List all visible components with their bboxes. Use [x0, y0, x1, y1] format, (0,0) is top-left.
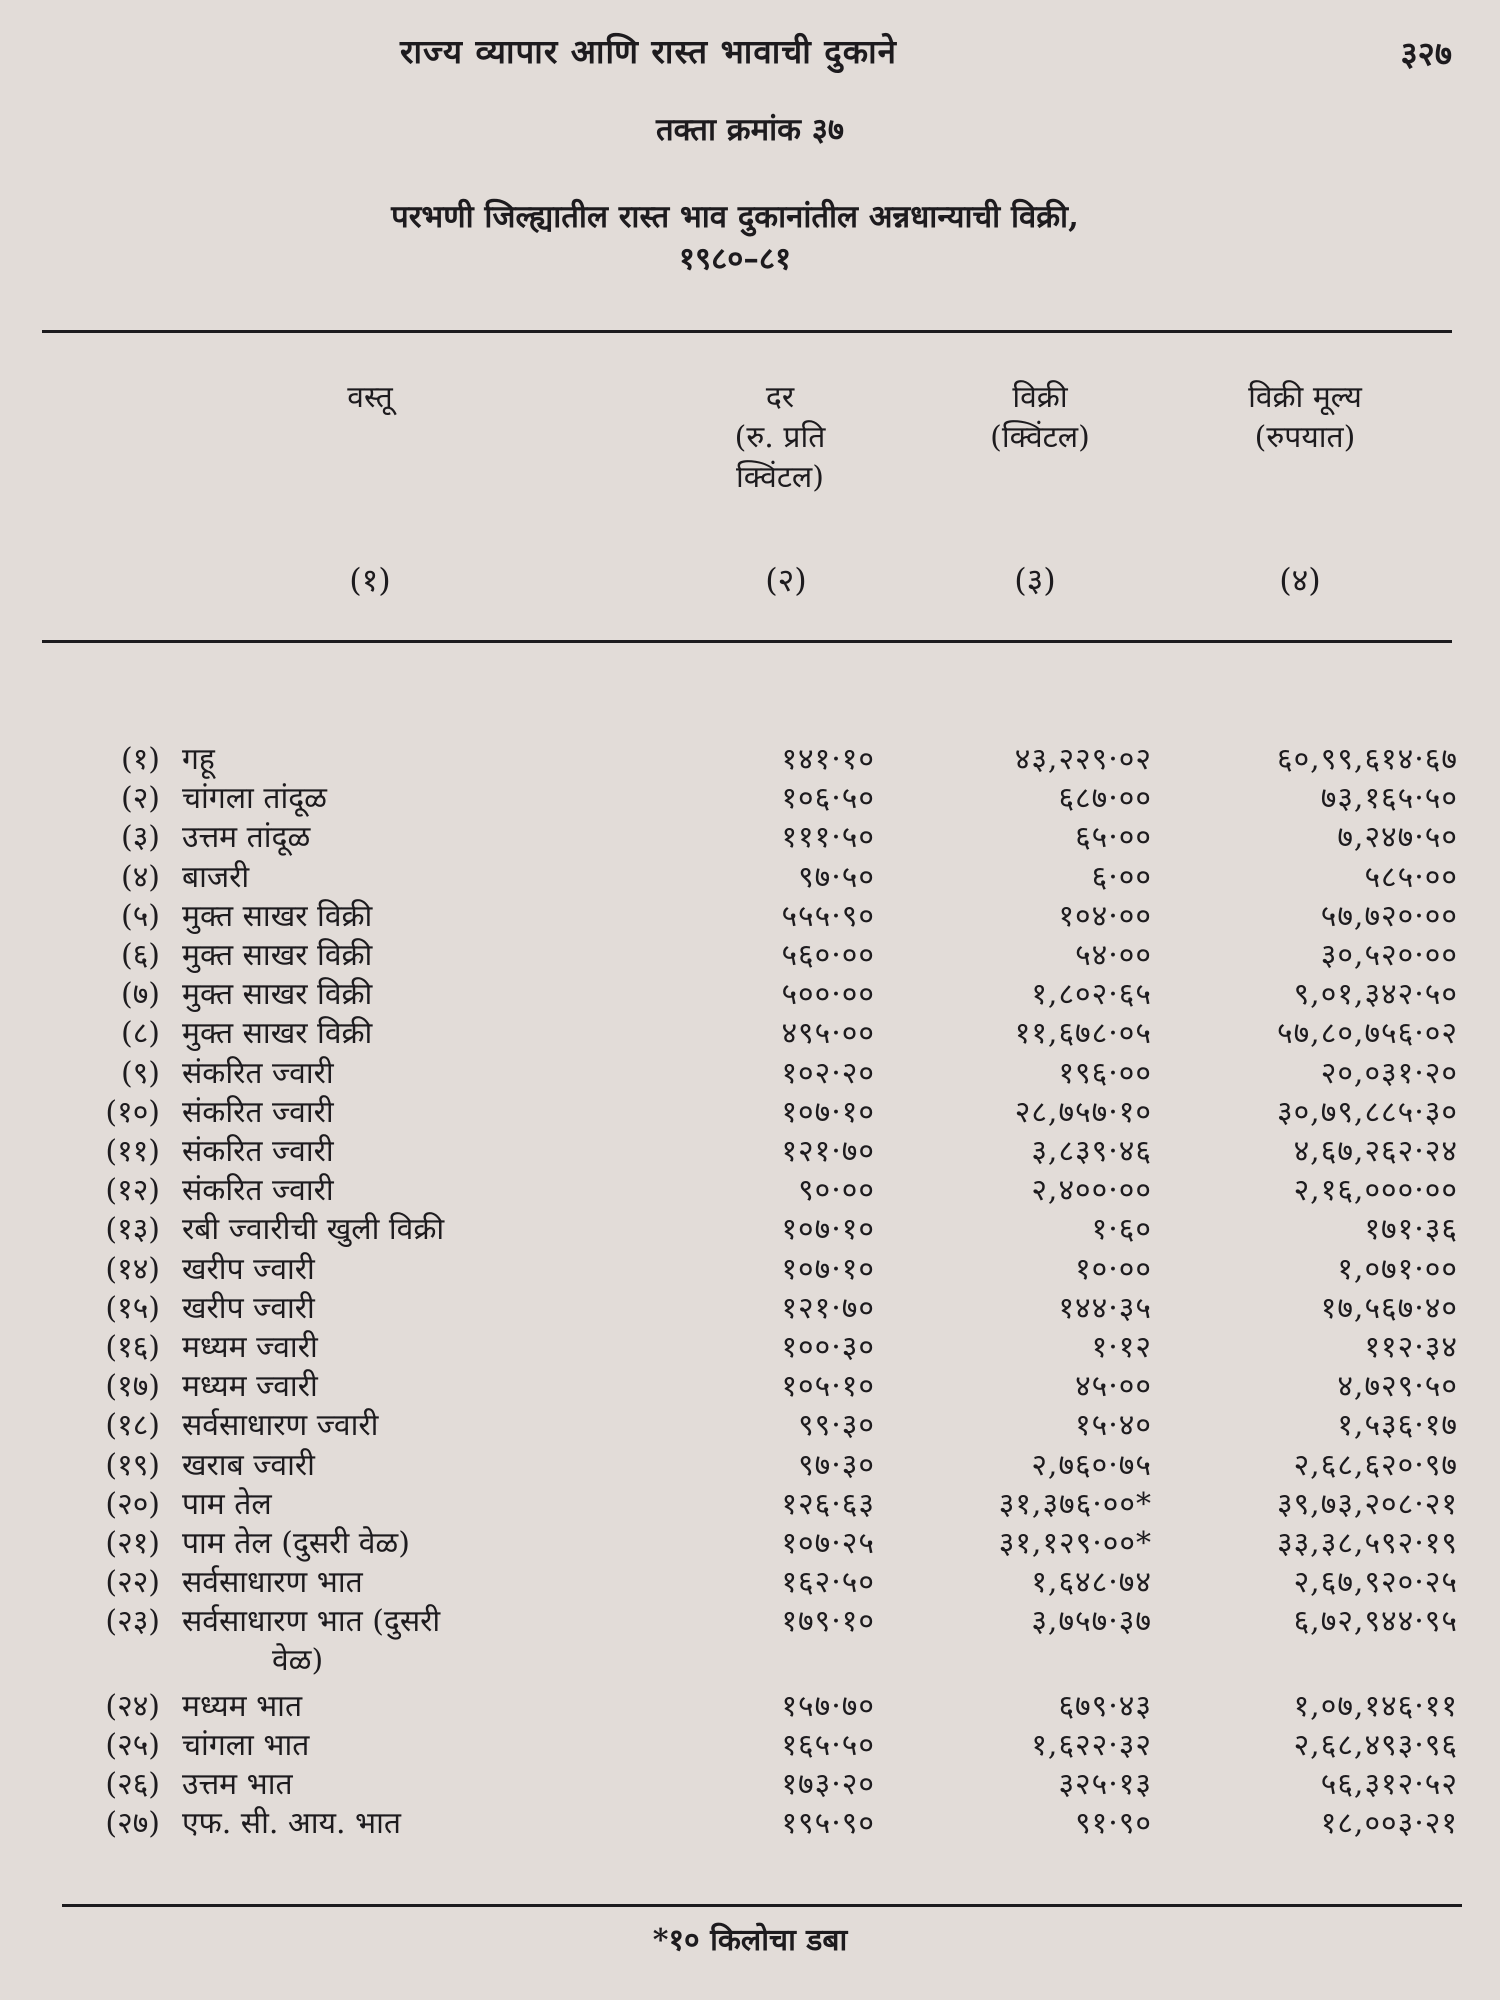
table-row: [0, 897, 1500, 936]
row-item: मध्यम ज्वारी: [182, 1369, 318, 1405]
column-number: (४): [1279, 561, 1321, 599]
row-serial: (२): [120, 781, 160, 817]
table-label: तक्ता क्रमांक ३७: [656, 112, 844, 148]
table-top-rule: [42, 330, 1452, 333]
row-value: ३०,५२०·००: [1320, 938, 1458, 973]
row-value: १७,५६७·४०: [1320, 1290, 1458, 1326]
row-item: चांगला भात: [182, 1727, 310, 1763]
row-qty: ५४·००: [1075, 938, 1152, 973]
row-qty: ३,८३९·४६: [1031, 1134, 1152, 1169]
row-serial: (६): [120, 938, 160, 973]
column-head-line: विक्री: [1012, 380, 1068, 415]
row-item: संकरित ज्वारी: [182, 1094, 334, 1130]
table-row: [0, 1726, 1500, 1765]
table-row: [0, 1602, 1500, 1679]
row-item: मुक्त साखर विक्री: [182, 977, 373, 1013]
column-head-line: (रु. प्रति: [734, 420, 826, 455]
row-item: खराब ज्वारी: [182, 1447, 315, 1483]
running-head: [0, 24, 1500, 74]
row-serial: (१५): [105, 1290, 160, 1326]
table-row: [0, 1289, 1500, 1328]
row-qty: ११,६७८·०५: [1014, 1016, 1152, 1052]
row-value: ५६,३१२·५२: [1320, 1767, 1458, 1803]
row-item-continuation: वेळ): [272, 1643, 324, 1679]
row-rate: ९७·३०: [798, 1447, 875, 1483]
table-title: [180, 196, 1290, 280]
row-item: खरीप ज्वारी: [182, 1251, 315, 1287]
table-row: [0, 1367, 1500, 1406]
row-value: १८,००३·२१: [1320, 1806, 1458, 1842]
row-rate: ५६०·००: [781, 938, 875, 973]
row-item: एफ. सी. आय. भात: [182, 1806, 402, 1842]
row-serial: (२७): [105, 1806, 160, 1842]
row-qty: ६·००: [1091, 859, 1152, 895]
row-serial: (२५): [105, 1727, 160, 1763]
row-serial: (१३): [105, 1212, 160, 1248]
row-qty: ४५·००: [1075, 1369, 1152, 1405]
row-serial: (९): [120, 1055, 160, 1091]
row-rate: ९९·३०: [798, 1408, 875, 1444]
row-qty: १,६४८·७४: [1031, 1565, 1152, 1601]
column-head-qty: [920, 378, 1160, 458]
row-rate: १४१·१०: [781, 742, 875, 777]
row-value: १,०७१·००: [1337, 1251, 1458, 1287]
table-bottom-rule: [62, 1904, 1462, 1907]
row-item: संकरित ज्वारी: [182, 1134, 334, 1169]
row-rate: १०६·५०: [781, 781, 875, 817]
row-rate: १७९·१०: [781, 1604, 875, 1640]
table-row: [0, 1524, 1500, 1563]
row-rate: १७३·२०: [781, 1767, 875, 1803]
row-rate: १६२·५०: [781, 1565, 875, 1601]
table-row: [0, 1014, 1500, 1053]
column-head-line: दर: [765, 380, 795, 415]
row-item: पाम तेल: [182, 1486, 272, 1522]
row-serial: (१२): [105, 1173, 160, 1209]
column-head-line: (क्विंटल): [990, 420, 1090, 455]
row-value: २,१६,०००·००: [1293, 1173, 1458, 1209]
row-value: ५७,८०,७५६·०२: [1276, 1016, 1458, 1052]
row-qty: १,६२२·३२: [1031, 1727, 1152, 1763]
row-serial: (४): [120, 859, 160, 895]
table-row: [0, 1804, 1500, 1843]
table-row: [0, 936, 1500, 975]
row-rate: १०७·१०: [781, 1251, 875, 1287]
row-value: ५७,७२०·००: [1320, 898, 1458, 934]
table-row: [0, 779, 1500, 818]
row-serial: (२४): [105, 1688, 160, 1724]
table-row: [0, 1171, 1500, 1210]
table-row: [0, 858, 1500, 897]
column-number: (३): [1014, 561, 1056, 599]
row-qty: १०४·००: [1058, 898, 1152, 934]
row-serial: (१९): [105, 1447, 160, 1483]
row-rate: १६५·५०: [781, 1727, 875, 1763]
row-qty: ३,७५७·३७: [1031, 1604, 1152, 1640]
row-value: २,६८,४९३·९६: [1293, 1727, 1458, 1763]
table-row: [0, 1446, 1500, 1485]
row-rate: ९७·५०: [798, 859, 875, 895]
row-rate: १०५·१०: [781, 1369, 875, 1405]
row-item: सर्वसाधारण भात: [182, 1565, 363, 1601]
column-head-line: विक्री मूल्य: [1248, 380, 1362, 415]
row-item: उत्तम तांदूळ: [182, 820, 311, 856]
row-rate: १०७·१०: [781, 1212, 875, 1248]
row-item: मध्यम भात: [182, 1688, 303, 1724]
column-number: (१): [349, 561, 391, 599]
row-value: ७,२४७·५०: [1337, 820, 1458, 856]
row-serial: (३): [120, 820, 160, 856]
row-value: २,६७,९२०·२५: [1293, 1565, 1458, 1601]
table-header-rule: [42, 640, 1452, 643]
row-qty: १४४·३५: [1058, 1290, 1152, 1326]
table-row: [0, 1328, 1500, 1367]
row-value: १,०७,१४६·११: [1293, 1688, 1458, 1724]
row-value: ४,६७,२६२·२४: [1293, 1134, 1458, 1169]
table-row: [0, 1132, 1500, 1171]
row-item: सर्वसाधारण ज्वारी: [182, 1408, 379, 1444]
row-value: ७३,१६५·५०: [1320, 781, 1458, 817]
row-rate: १००·३०: [781, 1330, 875, 1365]
row-serial: (१७): [105, 1369, 160, 1405]
table-row: [0, 740, 1500, 779]
row-qty: ४३,२२९·०२: [1014, 742, 1152, 777]
row-item: मुक्त साखर विक्री: [182, 938, 373, 973]
row-serial: (११): [105, 1134, 160, 1169]
table-title-line1: परभणी जिल्ह्यातील रास्त भाव दुकानांतील अन्नधान्याची विक्री,: [391, 199, 1079, 235]
row-value: ३९,७३,२०८·२१: [1276, 1486, 1458, 1522]
row-qty: ९१·९०: [1075, 1806, 1152, 1842]
row-item: संकरित ज्वारी: [182, 1055, 334, 1091]
row-item: चांगला तांदूळ: [182, 781, 327, 817]
row-serial: (१८): [105, 1408, 160, 1444]
row-value: ३०,७९,८८५·३०: [1276, 1094, 1458, 1130]
row-qty: ३१,३७६·००*: [998, 1486, 1152, 1522]
table-row: [0, 1687, 1500, 1726]
row-value: ११२·३४: [1364, 1330, 1458, 1365]
row-rate: ४९५·००: [781, 1016, 875, 1052]
column-head-line: वस्तू: [347, 380, 393, 415]
table-row: [0, 1563, 1500, 1602]
row-value: ४,७२९·५०: [1337, 1369, 1458, 1405]
row-serial: (७): [120, 977, 160, 1013]
row-rate: १०७·१०: [781, 1094, 875, 1130]
row-rate: ५५५·९०: [781, 898, 875, 934]
row-value: २०,०३१·२०: [1320, 1055, 1458, 1091]
row-qty: ६७९·४३: [1058, 1688, 1152, 1724]
row-qty: ६५·००: [1075, 820, 1152, 856]
row-value: ५८५·००: [1364, 859, 1458, 895]
row-serial: (२२): [105, 1565, 160, 1601]
row-value: १,५३६·१७: [1337, 1408, 1458, 1444]
table-row: [0, 975, 1500, 1014]
table-row: [0, 1485, 1500, 1524]
table-row: [0, 1054, 1500, 1093]
row-serial: (१): [120, 742, 160, 777]
row-qty: १·६०: [1091, 1212, 1152, 1248]
row-qty: २८,७५७·१०: [1014, 1094, 1152, 1130]
row-item: संकरित ज्वारी: [182, 1173, 334, 1209]
row-serial: (८): [120, 1016, 160, 1052]
row-serial: (२६): [105, 1767, 160, 1803]
row-serial: (१४): [105, 1251, 160, 1287]
column-head-line: (रुपयात): [1254, 420, 1356, 455]
row-item: उत्तम भात: [182, 1767, 293, 1803]
row-item: रबी ज्वारीची खुली विक्री: [182, 1212, 445, 1248]
row-qty: ३१,१२९·००*: [998, 1526, 1152, 1561]
row-rate: १११·५०: [781, 820, 875, 856]
column-head-item: [240, 378, 500, 418]
row-qty: १९६·००: [1058, 1055, 1152, 1091]
page-number: ३२७: [1400, 34, 1452, 73]
row-item: पाम तेल (दुसरी वेळ): [182, 1526, 410, 1561]
row-item: सर्वसाधारण भात (दुसरी: [182, 1604, 441, 1640]
row-serial: (२१): [105, 1526, 160, 1561]
row-item: मुक्त साखर विक्री: [182, 898, 373, 934]
row-qty: २,४००·००: [1031, 1173, 1152, 1209]
row-rate: १२१·७०: [781, 1134, 875, 1169]
column-number: (२): [765, 561, 807, 599]
row-rate: १२१·७०: [781, 1290, 875, 1326]
row-rate: १२६·६३: [781, 1486, 875, 1522]
row-qty: ६८७·००: [1058, 781, 1152, 817]
row-serial: (२०): [105, 1486, 160, 1522]
row-value: ६,७२,९४४·९५: [1293, 1604, 1458, 1640]
row-rate: १९५·९०: [781, 1806, 875, 1842]
row-item: मध्यम ज्वारी: [182, 1330, 318, 1365]
row-serial: (२३): [105, 1604, 160, 1640]
row-value: ३३,३८,५९२·१९: [1276, 1526, 1458, 1561]
table-row: [0, 1765, 1500, 1804]
row-rate: ५००·००: [781, 977, 875, 1013]
column-head-value: [1170, 378, 1440, 458]
table-row: [0, 1210, 1500, 1249]
row-value: ६०,९९,६१४·६७: [1276, 742, 1458, 777]
row-qty: १,८०२·६५: [1031, 977, 1152, 1013]
row-qty: ३२५·१३: [1058, 1767, 1152, 1803]
table-row: [0, 1250, 1500, 1289]
running-title: राज्य व्यापार आणि रास्त भावाची दुकाने: [400, 32, 897, 71]
table-title-line2: १९८०–८१: [678, 241, 792, 277]
row-item: गहू: [182, 742, 215, 777]
row-item: मुक्त साखर विक्री: [182, 1016, 373, 1052]
table-row: [0, 1406, 1500, 1445]
column-head-rate: [640, 378, 920, 498]
row-qty: १०·००: [1075, 1251, 1152, 1287]
row-qty: १·१२: [1091, 1330, 1152, 1365]
row-serial: (५): [120, 898, 160, 934]
row-rate: १५७·७०: [781, 1688, 875, 1724]
row-rate: ९०·००: [798, 1173, 875, 1209]
row-item: बाजरी: [182, 859, 250, 895]
row-rate: १०७·२५: [781, 1526, 875, 1561]
column-head-line: क्विंटल): [736, 460, 824, 495]
table-row: [0, 1093, 1500, 1132]
row-serial: (१६): [105, 1330, 160, 1365]
row-qty: १५·४०: [1075, 1408, 1152, 1444]
row-qty: २,७६०·७५: [1031, 1447, 1152, 1483]
row-value: ९,०१,३४२·५०: [1293, 977, 1458, 1013]
row-item: खरीप ज्वारी: [182, 1290, 315, 1326]
row-serial: (१०): [105, 1094, 160, 1130]
row-rate: १०२·२०: [781, 1055, 875, 1091]
row-value: १७१·३६: [1364, 1212, 1458, 1248]
table-row: [0, 818, 1500, 857]
row-value: २,६८,६२०·९७: [1293, 1447, 1458, 1483]
footnote: *१० किलोचा डबा: [652, 1923, 848, 1958]
